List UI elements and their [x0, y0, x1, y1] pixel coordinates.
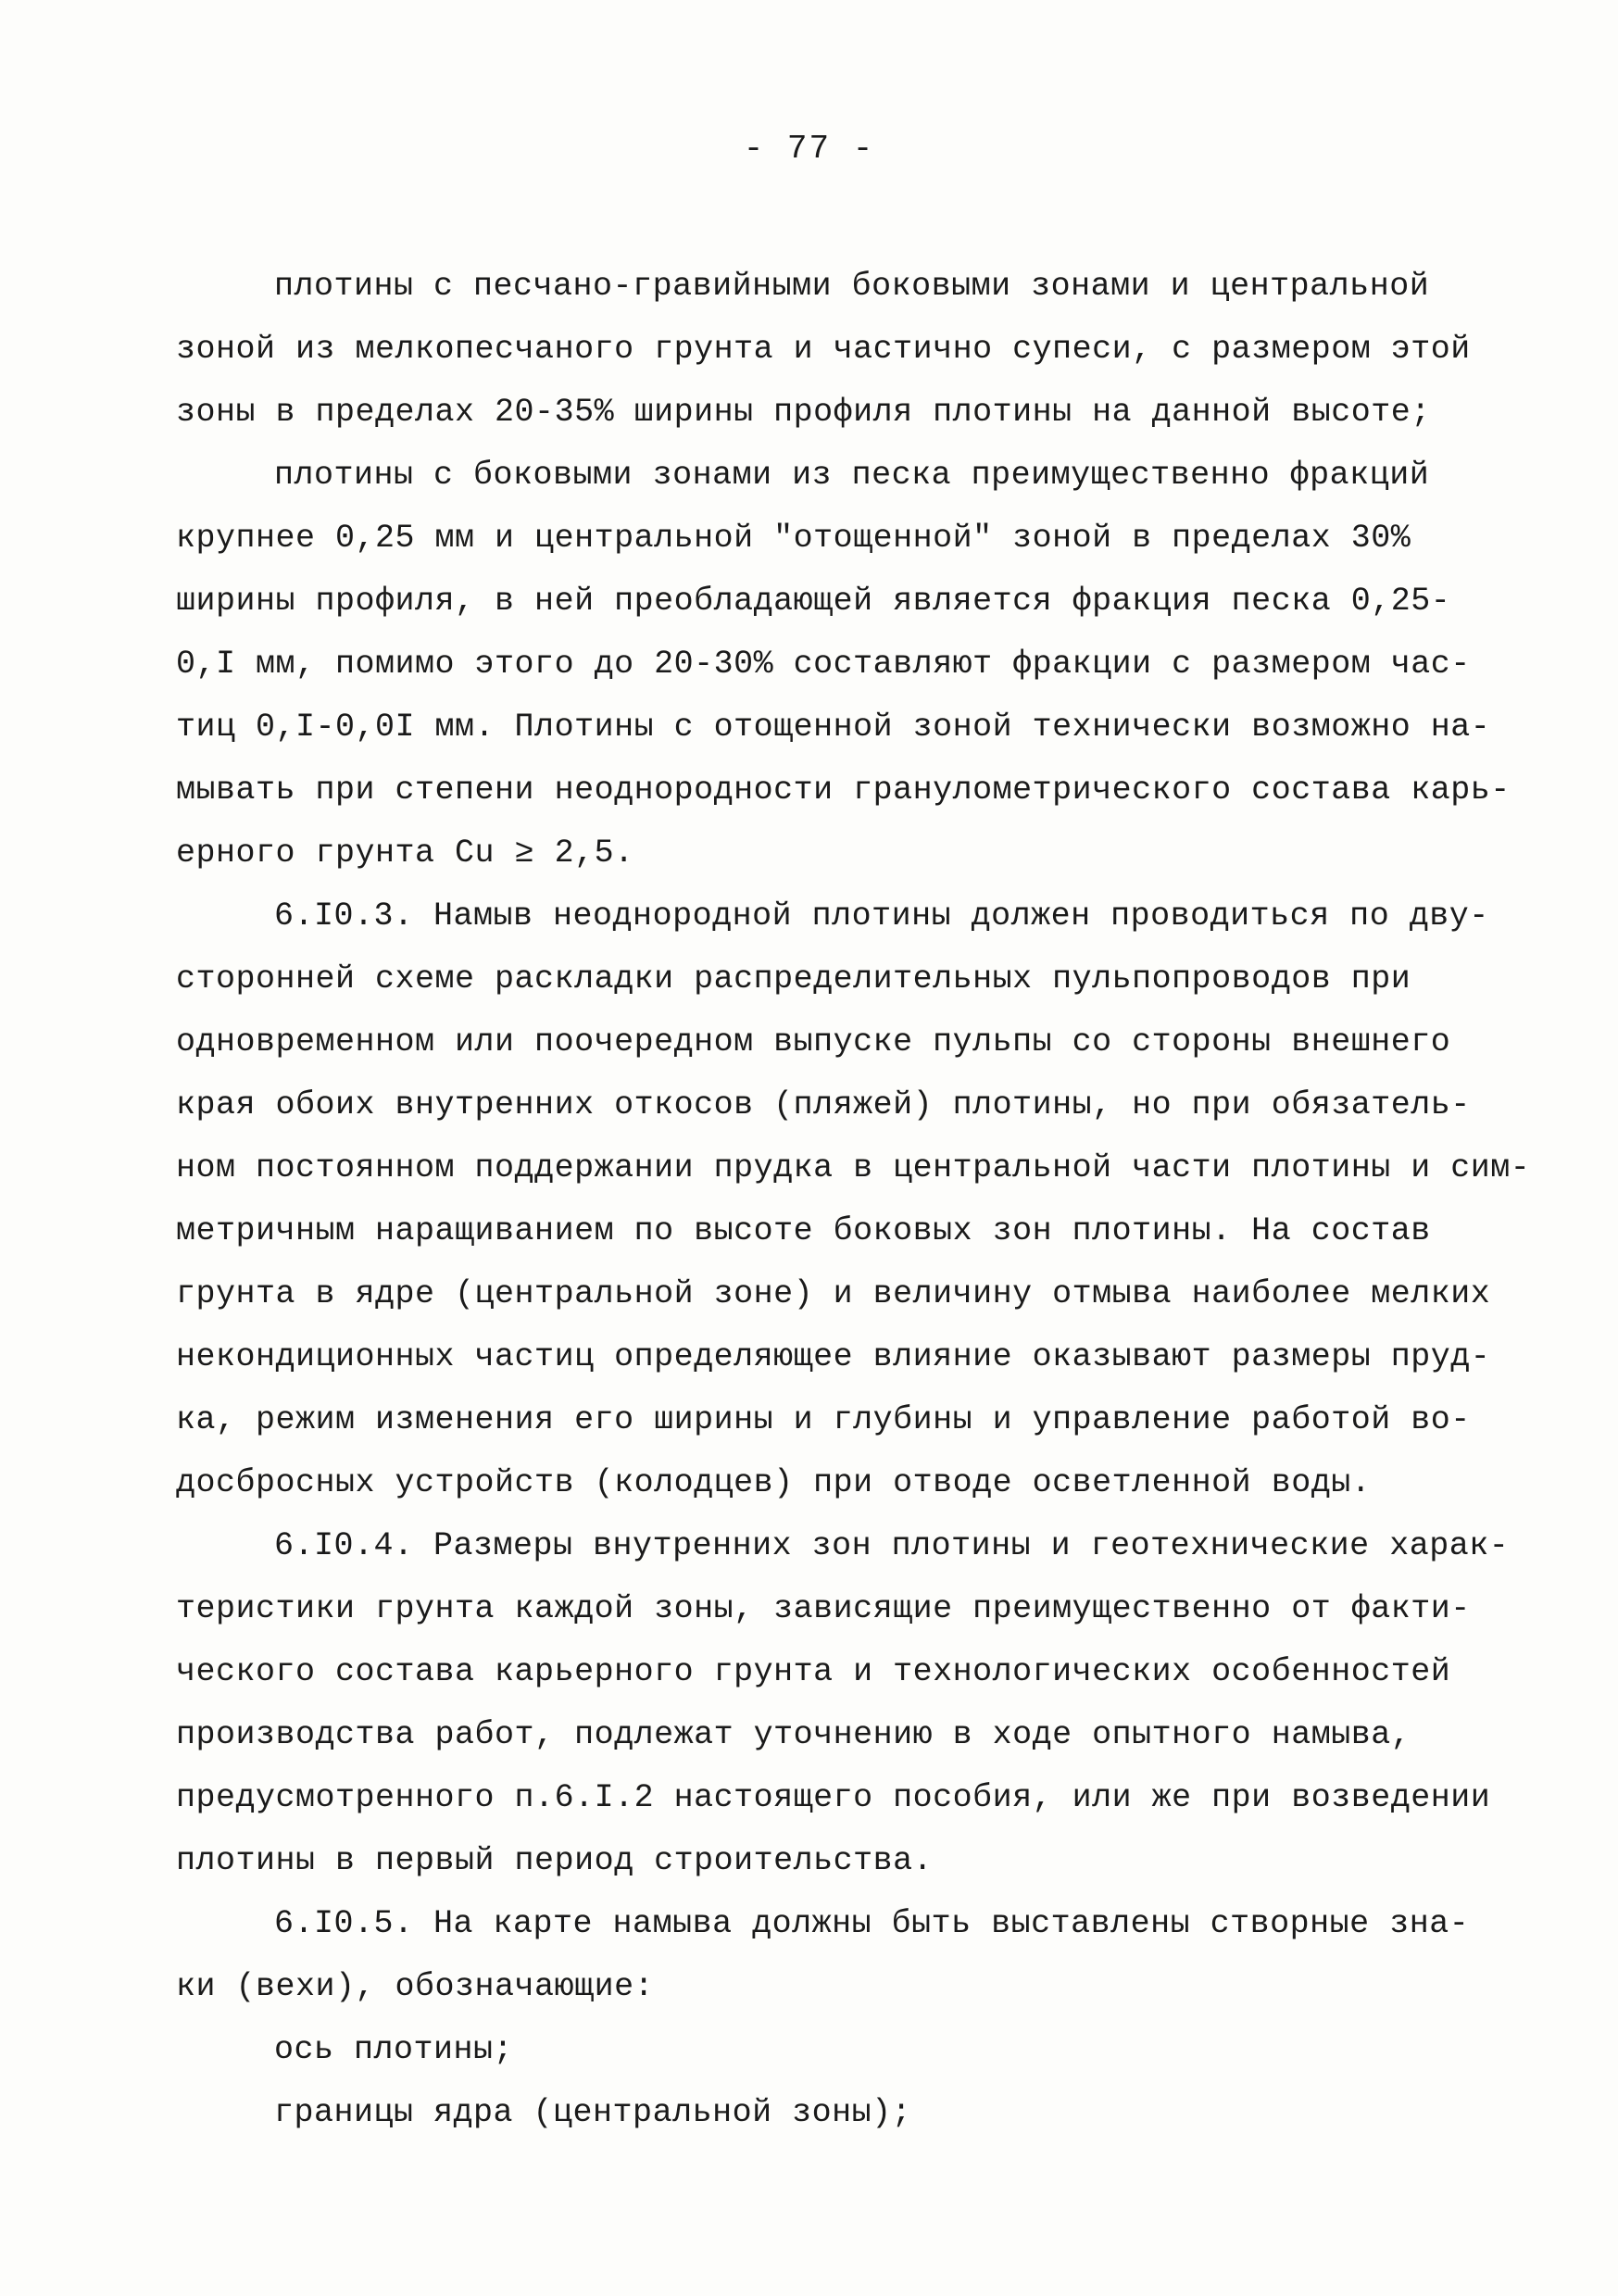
text-line: ном постоянном поддержании прудка в центральной части плотины и сим- — [176, 1149, 1531, 1186]
text-line: одновременном или поочередном выпуске пульпы со стороны внешнего — [176, 1023, 1451, 1060]
text-line: плотины с боковыми зонами из песка преимущественно фракций — [274, 457, 1430, 494]
text-line: тиц 0,I-0,0I мм. Плотины с отощенной зоной технически возможно на- — [176, 709, 1491, 746]
section-6-10-3-line: 6.I0.3. Намыв неоднородной плотины должен проводиться по дву- — [274, 897, 1489, 935]
text-line: предусмотренного п.6.I.2 настоящего пособия, или же при возведении — [176, 1779, 1491, 1816]
text-line: плотины в первый период строительства. — [176, 1842, 934, 1879]
section-6-10-4-line: 6.I0.4. Размеры внутренних зон плотины и геотехнические харак- — [274, 1527, 1510, 1564]
list-item: границы ядра (центральной зоны); — [274, 2094, 912, 2131]
page-number: - 77 - — [743, 130, 875, 168]
text-line: мывать при степени неоднородности гранулометрического состава карь- — [176, 772, 1511, 809]
text-line: производства работ, подлежат уточнению в ходе опытного намыва, — [176, 1716, 1411, 1753]
text-line: досбросных устройств (колодцев) при отводе осветленной воды. — [176, 1464, 1372, 1501]
section-6-10-5-line: 6.I0.5. На карте намыва должны быть выставлены створные зна- — [274, 1905, 1470, 1942]
text-line: ка, режим изменения его ширины и глубины и управление работой во- — [176, 1401, 1471, 1438]
list-item: ось плотины; — [274, 2031, 514, 2068]
text-line: теристики грунта каждой зоны, зависящие преимущественно от факти- — [176, 1590, 1471, 1627]
text-line: края обоих внутренних откосов (пляжей) плотины, но при обязатель- — [176, 1086, 1471, 1123]
text-line: зоны в пределах 20-35% ширины профиля плотины на данной высоте; — [176, 394, 1431, 431]
text-line: метричным наращиванием по высоте боковых зон плотины. На состав — [176, 1212, 1431, 1249]
text-line: 0,I мм, помимо этого до 20-30% составляют фракции с размером час- — [176, 646, 1471, 683]
text-line: зоной из мелкопесчаного грунта и частично супеси, с размером этой — [176, 331, 1471, 368]
text-line: ческого состава карьерного грунта и технологических особенностей — [176, 1653, 1451, 1690]
text-line: ширины профиля, в ней преобладающей является фракция песка 0,25- — [176, 583, 1451, 620]
text-line: сторонней схеме раскладки распределительных пульпопроводов при — [176, 960, 1411, 997]
text-line: грунта в ядре (центральной зоне) и величину отмыва наиболее мелких — [176, 1275, 1491, 1312]
text-line: некондиционных частиц определяющее влияние оказывают размеры пруд- — [176, 1338, 1491, 1375]
text-line: ерного грунта Cu ≥ 2,5. — [176, 834, 634, 872]
text-line: крупнее 0,25 мм и центральной "отощенной" зоной в пределах 30% — [176, 520, 1411, 557]
text-line: ки (вехи), обозначающие: — [176, 1968, 655, 2005]
text-line: плотины с песчано-гравийными боковыми зонами и центральной — [274, 268, 1430, 305]
